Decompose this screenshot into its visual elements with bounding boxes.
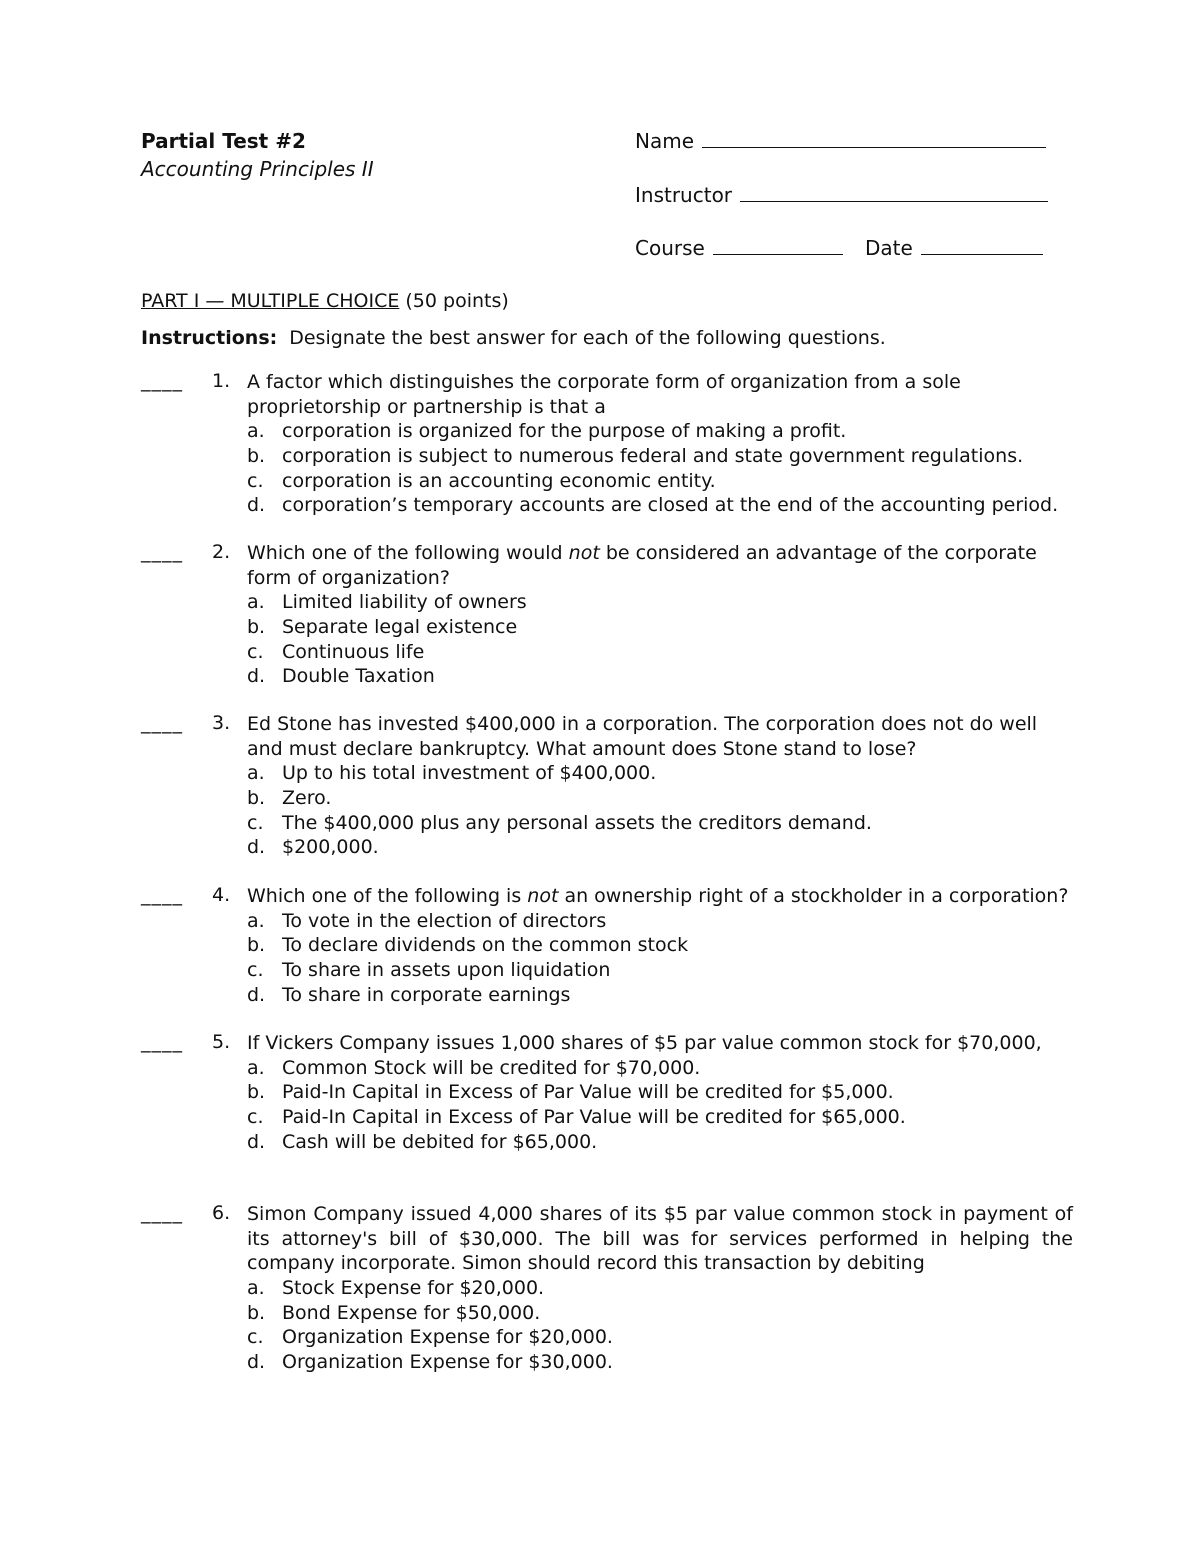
option-d: [247, 835, 1073, 860]
option-text: $200,000.: [282, 836, 379, 859]
option-b: [247, 444, 1073, 469]
option-d: [247, 664, 1073, 689]
question-text: If Vickers Company issues 1,000 shares of $5 par value common stock for $70,000,: [247, 1032, 1042, 1054]
option-letter: d.: [247, 1130, 266, 1153]
option-b: [247, 615, 1073, 640]
option-letter: a.: [247, 1056, 265, 1079]
option-d: [247, 493, 1073, 518]
option-text: corporation is an accounting economic entity.: [282, 469, 716, 492]
question-body: [247, 712, 1073, 860]
option-letter: d.: [247, 836, 266, 859]
option-text: To share in corporate earnings: [282, 983, 571, 1006]
option-a: [247, 1276, 1073, 1301]
answer-blank[interactable]: ____: [141, 370, 183, 392]
option-text: To vote in the election of directors: [282, 909, 607, 932]
option-text: To declare dividends on the common stock: [282, 934, 689, 957]
option-letter: b.: [247, 787, 266, 810]
instructions-text: Designate the best answer for each of the following questions.: [289, 327, 886, 349]
date-field[interactable]: [865, 236, 1043, 260]
option-letter: c.: [247, 1326, 264, 1349]
question-body: [247, 1031, 1073, 1154]
option-letter: d.: [247, 665, 266, 688]
answer-blank[interactable]: ____: [141, 541, 183, 563]
option-text: Organization Expense for $30,000.: [282, 1351, 613, 1374]
option-a: [247, 909, 1073, 934]
question-body: [247, 884, 1073, 1007]
part-points: (50 points): [405, 290, 509, 312]
option-letter: b.: [247, 616, 266, 639]
option-d: [247, 1350, 1073, 1375]
question-body: [247, 541, 1073, 689]
option-text: Organization Expense for $20,000.: [282, 1326, 613, 1349]
question-text: Which one of the following is not an ownership right of a stockholder in a corporation?: [247, 885, 1069, 907]
option-text: Zero.: [282, 787, 332, 810]
option-text: Common Stock will be credited for $70,000.: [282, 1056, 701, 1079]
option-letter: c.: [247, 640, 264, 663]
answer-options: [247, 909, 1073, 1008]
course-blank[interactable]: [713, 253, 843, 255]
question-number: 1.: [212, 370, 231, 392]
option-a: [247, 1056, 1073, 1081]
answer-options: [247, 419, 1073, 518]
answer-options: [247, 1276, 1073, 1375]
emphasis-not: not: [568, 542, 600, 564]
test-title: Partial Test #2: [141, 129, 306, 153]
instructor-blank[interactable]: [740, 200, 1048, 202]
part-heading: [141, 290, 509, 312]
answer-blank[interactable]: ____: [141, 1202, 183, 1224]
option-text: Continuous life: [282, 640, 425, 663]
option-text: Double Taxation: [282, 665, 435, 688]
part-title: PART I — MULTIPLE CHOICE: [141, 290, 400, 312]
name-field[interactable]: [635, 129, 1046, 153]
option-text: Up to his total investment of $400,000.: [282, 762, 657, 785]
question-text: Which one of the following would not be considered an advantage of the corporate form of organization?: [247, 542, 1037, 589]
date-blank[interactable]: [921, 253, 1043, 255]
answer-options: [247, 761, 1073, 860]
option-letter: c.: [247, 469, 264, 492]
option-letter: d.: [247, 983, 266, 1006]
option-c: [247, 469, 1073, 494]
option-letter: a.: [247, 591, 265, 614]
question-number: 4.: [212, 884, 231, 906]
option-text: corporation is organized for the purpose of making a profit.: [282, 420, 847, 443]
option-text: Cash will be debited for $65,000.: [282, 1130, 598, 1153]
option-letter: c.: [247, 1106, 264, 1129]
option-text: Separate legal existence: [282, 616, 518, 639]
option-c: [247, 811, 1073, 836]
option-letter: b.: [247, 1301, 266, 1324]
course-field[interactable]: [635, 236, 843, 260]
option-letter: b.: [247, 445, 266, 468]
option-b: [247, 786, 1073, 811]
question-number: 2.: [212, 541, 231, 563]
option-letter: a.: [247, 762, 265, 785]
question-number: 5.: [212, 1031, 231, 1053]
option-letter: a.: [247, 909, 265, 932]
answer-blank[interactable]: ____: [141, 712, 183, 734]
question-body: [247, 370, 1073, 518]
option-letter: c.: [247, 959, 264, 982]
option-text: Limited liability of owners: [282, 591, 527, 614]
answer-blank[interactable]: ____: [141, 1031, 183, 1053]
question-body: [247, 1202, 1073, 1375]
instructions-label: Instructions:: [141, 327, 278, 349]
name-label: Name: [635, 129, 695, 153]
instructor-label: Instructor: [635, 183, 733, 207]
option-b: [247, 1080, 1073, 1105]
name-blank[interactable]: [702, 146, 1046, 148]
option-b: [247, 1301, 1073, 1326]
option-text: To share in assets upon liquidation: [282, 959, 611, 982]
instructor-field[interactable]: [635, 183, 1048, 207]
option-text: Paid-In Capital in Excess of Par Value will be credited for $65,000.: [282, 1106, 906, 1129]
option-letter: c.: [247, 811, 264, 834]
date-label: Date: [865, 236, 913, 260]
option-letter: d.: [247, 1351, 266, 1374]
course-label: Course: [635, 236, 705, 260]
question-text: A factor which distinguishes the corporate form of organization from a sole proprietorship or partnership is that a: [247, 371, 961, 418]
option-text: corporation’s temporary accounts are closed at the end of the accounting period.: [282, 494, 1059, 517]
option-c: [247, 1105, 1073, 1130]
option-letter: a.: [247, 1277, 265, 1300]
option-a: [247, 419, 1073, 444]
option-c: [247, 640, 1073, 665]
option-a: [247, 590, 1073, 615]
option-text: Stock Expense for $20,000.: [282, 1277, 545, 1300]
option-d: [247, 983, 1073, 1008]
option-text: corporation is subject to numerous federal and state government regulations.: [282, 445, 1024, 468]
answer-blank[interactable]: ____: [141, 884, 183, 906]
question-number: 6.: [212, 1202, 231, 1224]
option-letter: b.: [247, 934, 266, 957]
option-letter: b.: [247, 1081, 266, 1104]
option-d: [247, 1130, 1073, 1155]
option-b: [247, 933, 1073, 958]
question-text: Ed Stone has invested $400,000 in a corporation. The corporation does not do well and must declare bankruptcy. What amount does Stone stand to lose?: [247, 713, 1038, 760]
answer-options: [247, 1056, 1073, 1155]
course-subtitle: Accounting Principles II: [141, 157, 374, 181]
question-number: 3.: [212, 712, 231, 734]
option-text: The $400,000 plus any personal assets the creditors demand.: [282, 811, 872, 834]
option-letter: d.: [247, 494, 266, 517]
option-text: Paid-In Capital in Excess of Par Value will be credited for $5,000.: [282, 1081, 894, 1104]
answer-options: [247, 590, 1073, 689]
option-letter: a.: [247, 420, 265, 443]
question-text: Simon Company issued 4,000 shares of its $5 par value common stock in payment of its attorney's bill of $30,000. The bill was for services performed in helping the company incorporate. Simon should record this transaction by debiting: [247, 1203, 1073, 1275]
emphasis-not: not: [527, 885, 559, 907]
option-c: [247, 958, 1073, 983]
option-text: Bond Expense for $50,000.: [282, 1301, 541, 1324]
instructions: [141, 327, 886, 349]
option-c: [247, 1325, 1073, 1350]
option-a: [247, 761, 1073, 786]
